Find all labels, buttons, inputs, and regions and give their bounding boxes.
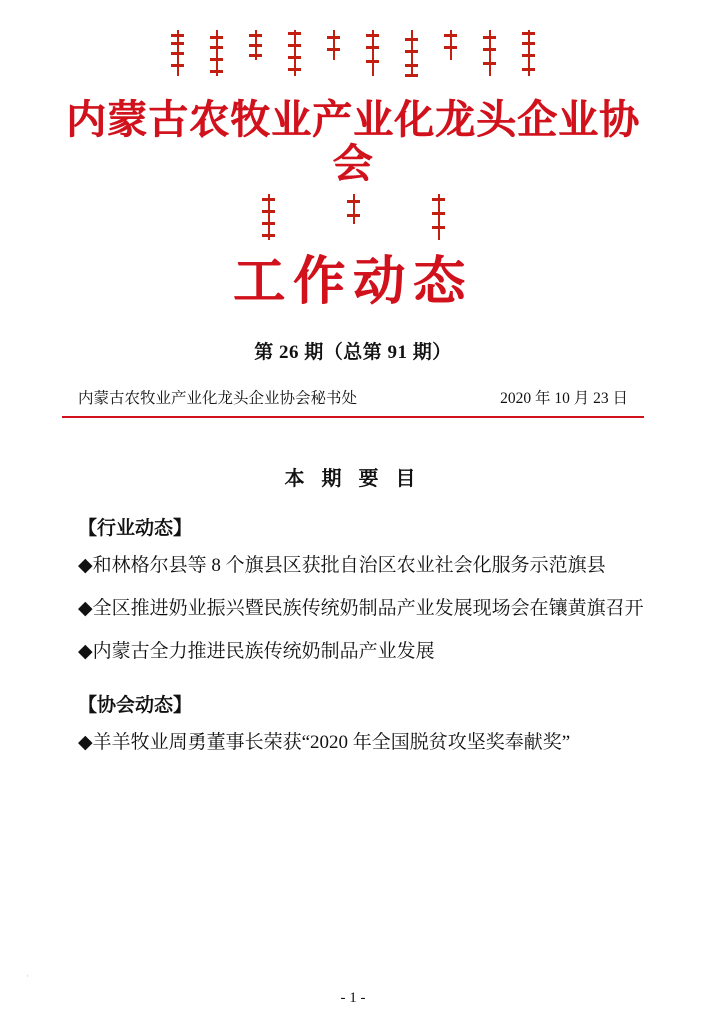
mongolian-script-banner-middle bbox=[62, 186, 644, 244]
mongolian-glyph-column bbox=[432, 194, 445, 244]
publish-date: 2020 年 10 月 23 日 bbox=[500, 390, 628, 408]
mongolian-glyph-column bbox=[288, 30, 301, 80]
issuer-name: 内蒙古农牧业产业化龙头企业协会秘书处 bbox=[78, 390, 358, 408]
page-number: - 1 - bbox=[340, 990, 366, 1006]
contents-heading: 本 期 要 目 bbox=[284, 468, 422, 491]
mongolian-glyph-column bbox=[444, 30, 457, 80]
issue-number: 第 26 期（总第 91 期） bbox=[254, 342, 452, 364]
mongolian-glyph-column bbox=[483, 30, 496, 80]
toc-entry[interactable]: ◆内蒙古全力推进民族传统奶制品产业发展 bbox=[78, 640, 435, 662]
mongolian-glyph-column bbox=[249, 30, 262, 80]
bulletin-title: 工作动态 bbox=[232, 253, 473, 311]
toc-entry[interactable]: ◆和林格尔县等 8 个旗县区获批自治区农业社会化服务示范旗县 bbox=[78, 555, 606, 577]
mongolian-glyph-column bbox=[347, 194, 360, 244]
mongolian-glyph-column bbox=[210, 30, 223, 80]
toc-entry[interactable]: ◆羊羊牧业周勇董事长荣获“2020 年全国脱贫攻坚奖奉献奖” bbox=[78, 732, 571, 754]
section-heading: 【协会动态】 bbox=[78, 695, 193, 717]
mongolian-glyph-column bbox=[405, 30, 418, 80]
header-divider bbox=[62, 416, 644, 418]
issuer-date-row bbox=[62, 386, 644, 408]
section-heading: 【行业动态】 bbox=[78, 518, 193, 540]
toc-entry[interactable]: ◆全区推进奶业振兴暨民族传统奶制品产业发展现场会在镶黄旗召开 bbox=[78, 597, 644, 619]
organization-title: 内蒙古农牧业产业化龙头企业协会 bbox=[66, 98, 640, 186]
mongolian-glyph-column bbox=[262, 194, 275, 244]
mongolian-glyph-column bbox=[327, 30, 340, 80]
scan-corner-mark: · bbox=[26, 971, 29, 981]
mongolian-glyph-column bbox=[171, 30, 184, 80]
section-industry-news bbox=[62, 513, 644, 668]
mongolian-glyph-column bbox=[366, 30, 379, 80]
mongolian-glyph-column bbox=[522, 30, 535, 80]
mongolian-script-banner-top bbox=[62, 0, 644, 92]
section-association-news bbox=[62, 690, 644, 760]
